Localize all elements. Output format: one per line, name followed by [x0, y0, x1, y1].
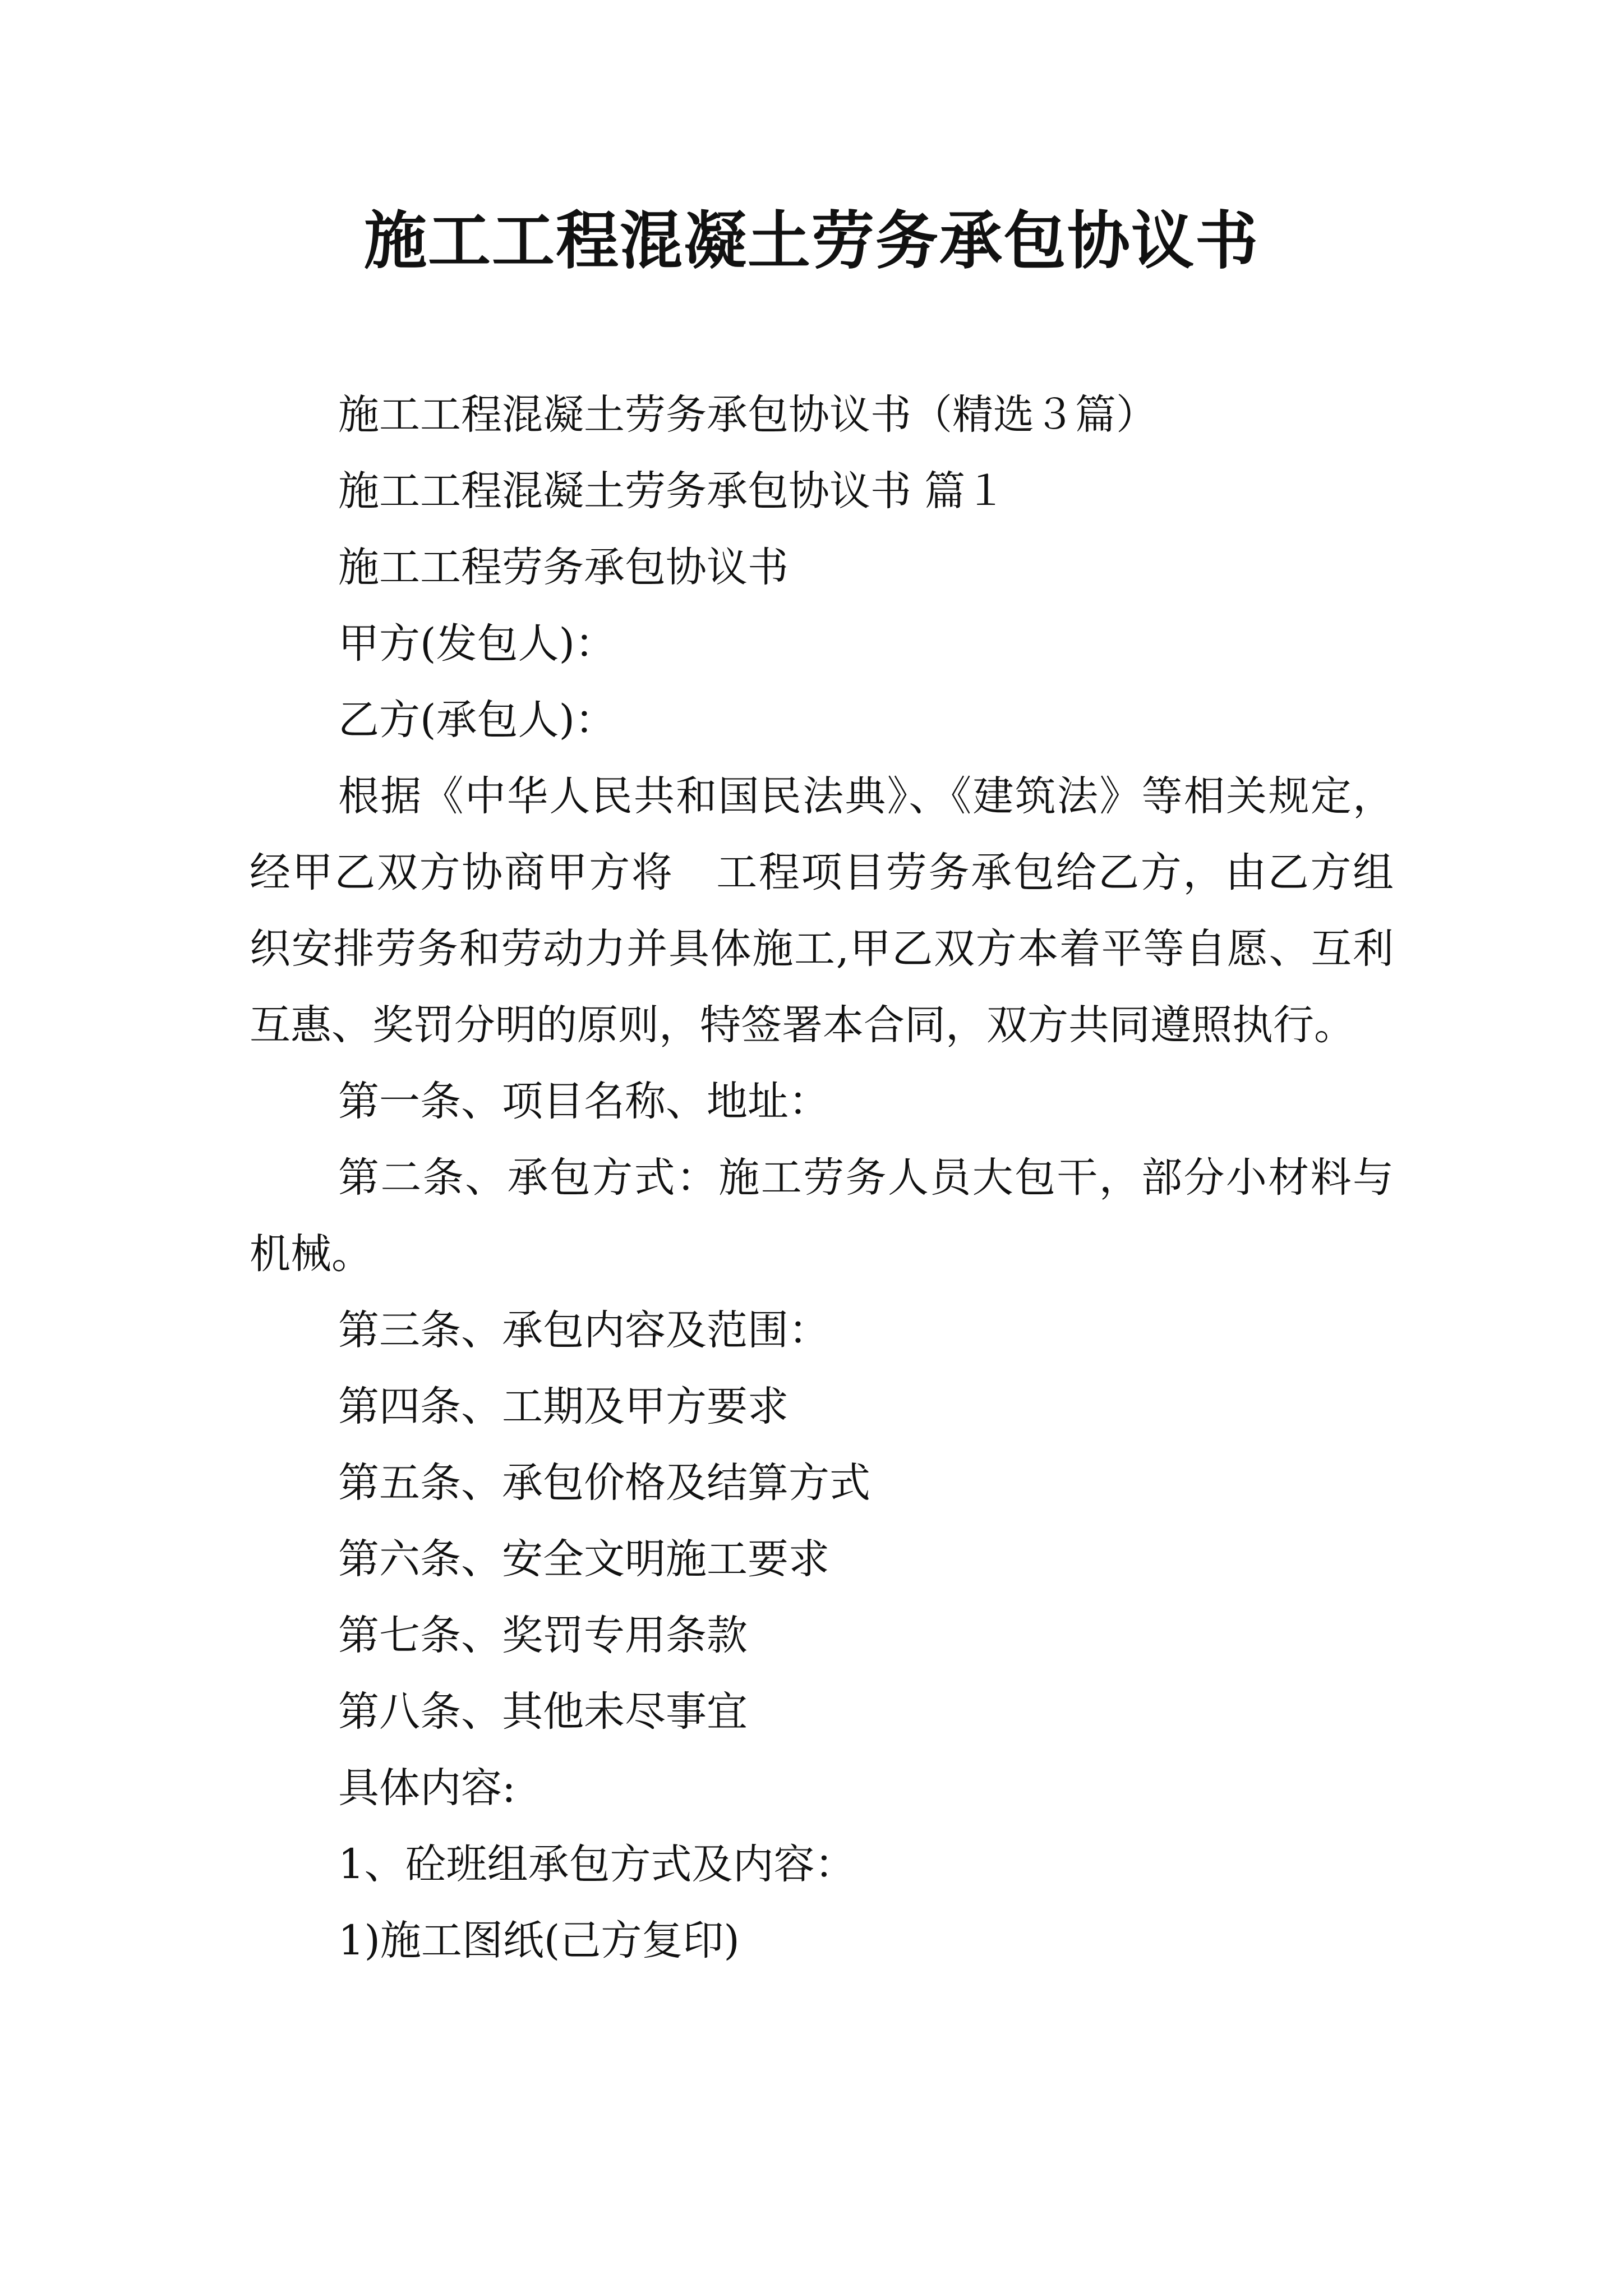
party-b-line: 乙方(承包人)： [338, 696, 616, 744]
article-4: 第四条、工期及甲方要求 [338, 1383, 789, 1430]
article-2: 第二条、承包方式：施工劳务人员大包干，部分小材料与机械。 [250, 1154, 1394, 1278]
article-1: 第一条、项目名称、地址： [338, 1078, 829, 1125]
article-3: 第三条、承包内容及范围： [338, 1306, 829, 1354]
agreement-name: 施工工程劳务承包协议书 [338, 544, 789, 591]
preamble-paragraph: 根据《中华人民共和国民法典》、《建筑法》等相关规定，经甲乙双方协商甲方将 工程项目劳务承包给乙方，由乙方组织安排劳务和劳动力并具体施工,甲乙双方本着平等自愿、互利互惠、奖罚分明的原则，特签署本合同，双方共同遵照执行。 [250, 772, 1394, 1049]
section-heading-part-1: 施工工程混凝土劳务承包协议书 篇１ [338, 467, 1007, 515]
list-subitem-1: 1)施工图纸(己方复印) [338, 1917, 740, 1964]
details-heading: 具体内容: [338, 1764, 516, 1812]
article-7: 第七条、奖罚专用条款 [338, 1612, 748, 1659]
party-a-line: 甲方(发包人)： [338, 620, 616, 668]
article-8: 第八条、其他未尽事宜 [338, 1688, 748, 1736]
document-title: 施工工程混凝土劳务承包协议书 [364, 204, 1259, 278]
article-5: 第五条、承包价格及结算方式 [338, 1459, 870, 1507]
article-6: 第六条、安全文明施工要求 [338, 1535, 829, 1583]
document-body [250, 377, 1394, 1979]
list-item-1: 1、砼班组承包方式及内容： [338, 1841, 856, 1888]
subtitle-selection: 施工工程混凝土劳务承包协议书（精选３篇） [338, 391, 1157, 439]
